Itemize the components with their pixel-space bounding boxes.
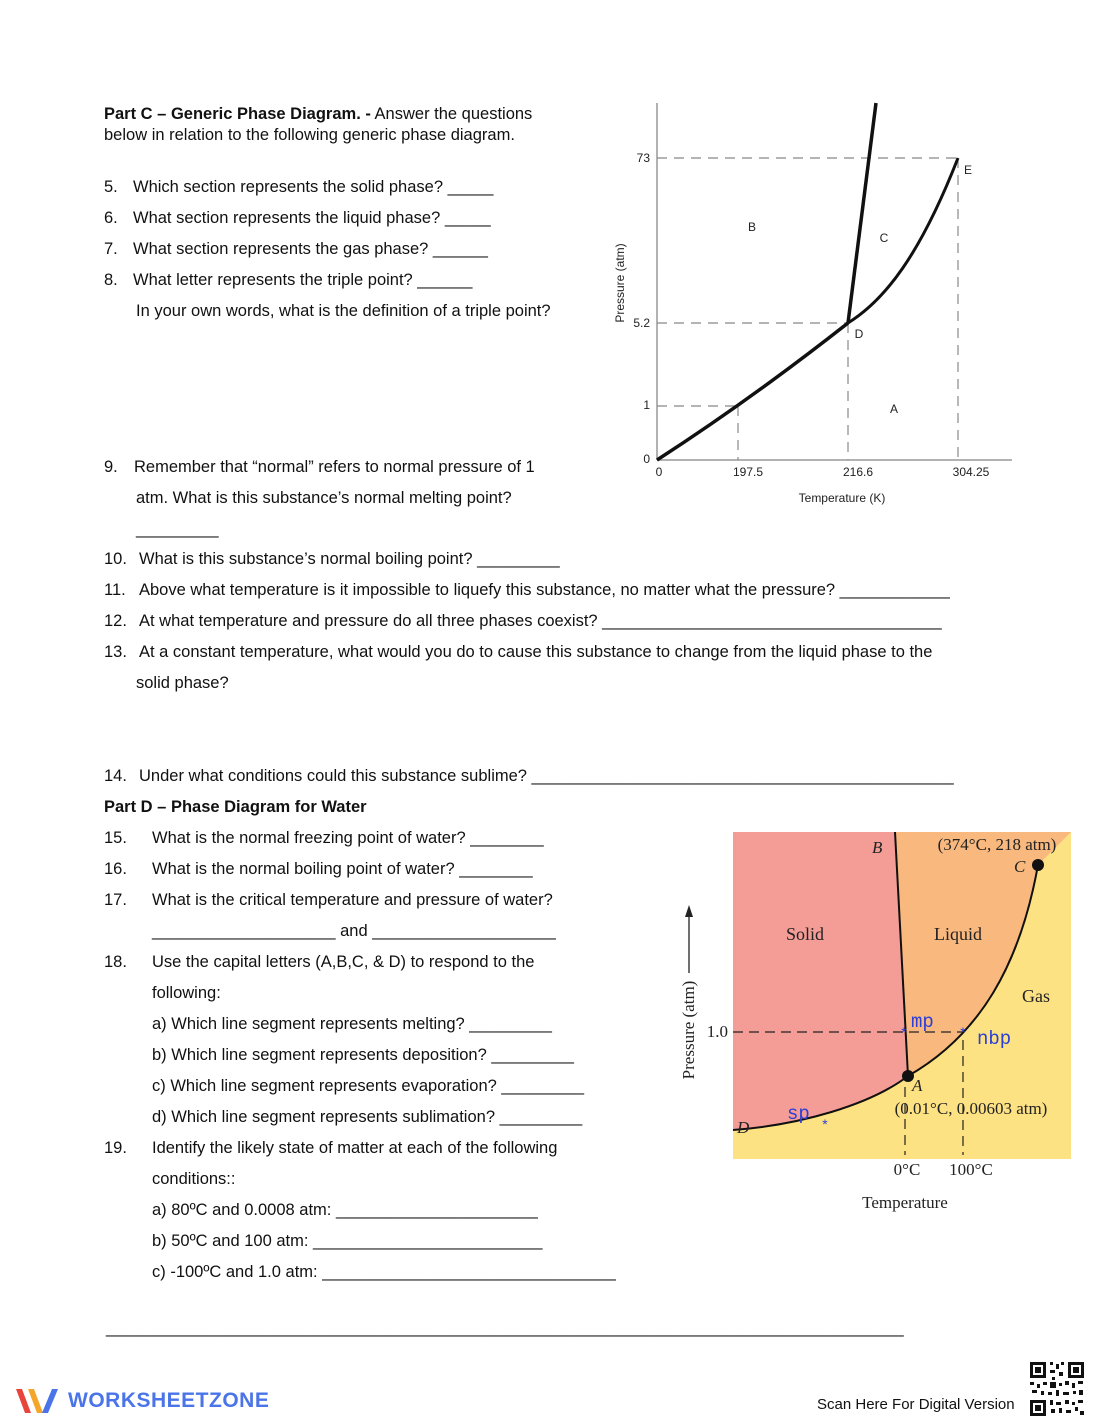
mp-label: mp <box>911 1011 934 1033</box>
y-tick-73: 73 <box>636 151 650 165</box>
question-number: 18. <box>104 953 127 971</box>
sublimation-curve <box>657 323 848 460</box>
question-18d: d) Which line segment represents sublimation? _________ <box>152 1108 583 1126</box>
y-axis-title: Pressure (atm) <box>679 980 698 1080</box>
question-19c: c) -100ºC and 1.0 atm: ________________________________ <box>152 1263 616 1281</box>
arrow-head-icon <box>685 905 693 917</box>
question-number: 6. <box>104 209 118 227</box>
question-number: 15. <box>104 829 127 847</box>
question-19a: a) 80ºC and 0.0008 atm: ______________________ <box>152 1201 538 1219</box>
question-number: 11. <box>104 581 126 599</box>
footer-separator: ______________________________________________________________________________________ <box>106 1319 904 1337</box>
letter-b: B <box>872 838 883 857</box>
x-axis-title: Temperature <box>862 1193 948 1212</box>
question-13-line2: solid phase? <box>136 674 229 692</box>
x-tick-216-6: 216.6 <box>842 465 874 479</box>
question-17: What is the critical temperature and pressure of water? <box>152 891 553 909</box>
question-7: What section represents the gas phase? ______ <box>133 240 488 258</box>
question-12: At what temperature and pressure do all three phases coexist? _____________________________________ <box>139 612 942 630</box>
x-tick-197-5: 197.5 <box>732 465 764 479</box>
question-number: 16. <box>104 860 127 878</box>
question-17-blanks: ____________________ and ____________________ <box>152 922 556 940</box>
letter-c: C <box>1014 857 1026 876</box>
question-16: What is the normal boiling point of water? ________ <box>152 860 533 878</box>
y-tick-1: 1 <box>643 398 650 412</box>
point-label-d: D <box>854 327 864 341</box>
p-tick-1-0: 1.0 <box>706 1022 728 1041</box>
triple-point-coords: (0.01°C, 0.00603 atm) <box>894 1099 1048 1118</box>
question-18b: b) Which line segment represents deposition? _________ <box>152 1046 574 1064</box>
question-number: 5. <box>104 178 118 196</box>
generic-phase-diagram <box>600 95 1030 515</box>
question-number: 19. <box>104 1139 127 1157</box>
region-label-b: B <box>747 220 757 234</box>
question-number: 10. <box>104 550 127 568</box>
letter-a: A <box>912 1076 923 1095</box>
question-9: Remember that “normal” refers to normal pressure of 1 <box>134 458 535 476</box>
sp-star-icon: * <box>822 1116 828 1132</box>
y-tick-0: 0 <box>643 452 650 466</box>
solid-region <box>733 832 908 1130</box>
liquid-label: Liquid <box>934 924 982 944</box>
water-phase-diagram <box>670 825 1080 1225</box>
nbp-label: nbp <box>977 1028 1012 1050</box>
gas-label: Gas <box>1022 986 1050 1006</box>
question-9-line2: atm. What is this substance’s normal melting point? <box>136 489 512 507</box>
question-8: What letter represents the triple point? ______ <box>133 271 473 289</box>
part-c-title: Part C – Generic Phase Diagram. - <box>104 105 371 123</box>
critical-point-coords: (374°C, 218 atm) <box>937 835 1057 854</box>
mp-star-icon: * <box>901 1024 907 1040</box>
question-14: Under what conditions could this substance sublime? ______________________________________________ <box>139 767 954 785</box>
letter-d: D <box>737 1118 750 1137</box>
question-18: Use the capital letters (A,B,C, & D) to respond to the <box>152 953 535 971</box>
solid-label: Solid <box>785 924 825 944</box>
part-c-instructions: Answer the questions <box>370 105 533 123</box>
part-c-heading-line2: below in relation to the following generic phase diagram. <box>104 126 515 144</box>
question-18a: a) Which line segment represents melting? _________ <box>152 1015 552 1033</box>
question-19b: b) 50ºC and 100 atm: _________________________ <box>152 1232 543 1250</box>
part-d-heading: Part D – Phase Diagram for Water <box>104 798 367 816</box>
question-number: 9. <box>104 458 118 476</box>
question-9-blank: _________ <box>136 520 219 538</box>
question-number: 14. <box>104 767 127 785</box>
worksheetzone-logo <box>14 1384 269 1418</box>
t-tick-0c: 0°C <box>893 1160 921 1179</box>
guide-lines <box>657 158 958 460</box>
question-number: 17. <box>104 891 127 909</box>
region-label-c: C <box>879 231 889 245</box>
question-6: What section represents the liquid phase? _____ <box>133 209 491 227</box>
part-c-heading <box>104 104 532 124</box>
x-axis-title: Temperature (K) <box>798 491 886 505</box>
question-number: 13. <box>104 643 127 661</box>
region-label-a: A <box>889 402 899 416</box>
sp-label: sp <box>787 1103 810 1125</box>
question-19-line2: conditions:: <box>152 1170 236 1188</box>
question-number: 8. <box>104 271 118 289</box>
question-10: What is this substance’s normal boiling point? _________ <box>139 550 560 568</box>
question-5: Which section represents the solid phase? _____ <box>133 178 494 196</box>
question-18c: c) Which line segment represents evaporation? _________ <box>152 1077 585 1095</box>
question-number: 12. <box>104 612 127 630</box>
qr-code-icon[interactable] <box>1028 1360 1086 1418</box>
question-11: Above what temperature is it impossible to liquefy this substance, no matter what the pressure? ____________ <box>139 581 950 599</box>
x-tick-0: 0 <box>655 465 663 479</box>
point-label-e: E <box>963 163 973 177</box>
question-19: Identify the likely state of matter at each of the following <box>152 1139 558 1157</box>
melting-curve <box>848 103 876 323</box>
scan-caption: Scan Here For Digital Version <box>817 1396 1015 1413</box>
nbp-star-icon: * <box>960 1024 966 1040</box>
t-tick-100c: 100°C <box>949 1160 993 1179</box>
question-18-line2: following: <box>152 984 221 1002</box>
x-tick-304-25: 304.25 <box>952 465 990 479</box>
critical-point-marker <box>1032 859 1044 871</box>
question-number: 7. <box>104 240 118 258</box>
worksheetzone-w-icon <box>14 1385 60 1417</box>
question-8-followup: In your own words, what is the definition of a triple point? <box>136 302 551 320</box>
question-13: At a constant temperature, what would you do to cause this substance to change from the liquid phase to the <box>139 643 933 661</box>
y-tick-5-2: 5.2 <box>633 316 650 330</box>
question-15: What is the normal freezing point of water? ________ <box>152 829 544 847</box>
brand-name: WORKSHEETZONE <box>68 1389 270 1412</box>
y-axis-title: Pressure (atm) <box>613 243 627 323</box>
